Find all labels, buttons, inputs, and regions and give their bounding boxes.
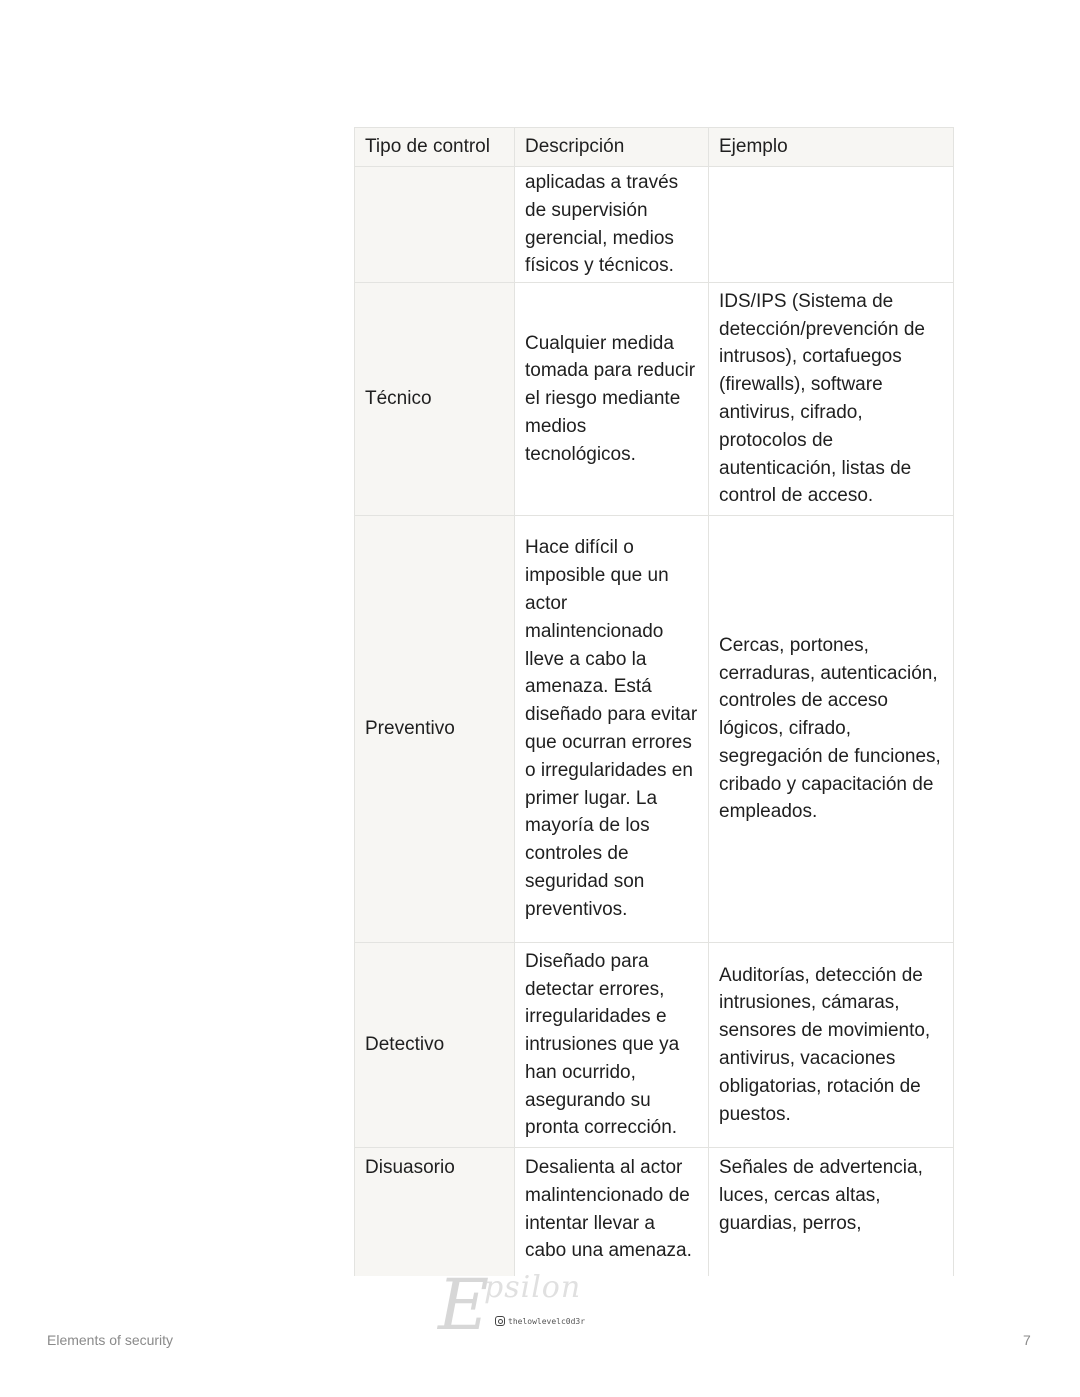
instagram-icon — [495, 1316, 505, 1326]
handle-text: thelowlevelc0d3r — [508, 1316, 586, 1326]
description-cell: Diseñado para detectar errores, irregularidades e intrusiones que ya han ocurrido, asegurando su pronta corrección. — [515, 943, 709, 1148]
table-row — [355, 943, 954, 1148]
type-cell — [355, 167, 515, 283]
table-row — [355, 167, 954, 283]
example-cell — [709, 167, 954, 283]
page-number: 7 — [1023, 1332, 1031, 1348]
example-cell: IDS/IPS (Sistema de detección/prevención de intrusos), cortafuegos (firewalls), software antivirus, cifrado, protocolos de autenticación, listas de control de acceso. — [709, 283, 954, 516]
table-row — [355, 1148, 954, 1277]
description-cell: Desalienta al actor malintencionado de intentar llevar a cabo una amenaza. — [515, 1148, 709, 1277]
example-cell: Cercas, portones, cerraduras, autenticación, controles de acceso lógicos, cifrado, segregación de funciones, cribado y capacitación de empleados. — [709, 516, 954, 943]
header-example: Ejemplo — [709, 128, 954, 167]
watermark-letter: E — [438, 1264, 490, 1346]
header-type: Tipo de control — [355, 128, 515, 167]
description-cell: Hace difícil o imposible que un actor malintencionado lleve a cabo la amenaza. Está diseñado para evitar que ocurran errores o irregularidades en primer lugar. La mayoría de los controles de seguridad son preventivos. — [515, 516, 709, 943]
table-header-row — [355, 128, 954, 167]
watermark-handle — [495, 1316, 585, 1326]
epsilon-watermark — [438, 1264, 598, 1346]
table-row — [355, 283, 954, 516]
header-description: Descripción — [515, 128, 709, 167]
type-cell: Disuasorio — [355, 1148, 515, 1277]
type-cell: Técnico — [355, 283, 515, 516]
example-cell: Auditorías, detección de intrusiones, cámaras, sensores de movimiento, antivirus, vacaciones obligatorias, rotación de puestos. — [709, 943, 954, 1148]
example-cell: Señales de advertencia, luces, cercas altas, guardias, perros, — [709, 1148, 954, 1277]
security-controls-table — [354, 127, 954, 1276]
description-cell: aplicadas a través de supervisión gerencial, medios físicos y técnicos. — [515, 167, 709, 283]
footer-title: Elements of security — [47, 1332, 174, 1348]
watermark-word: psilon — [484, 1270, 582, 1305]
type-cell: Detectivo — [355, 943, 515, 1148]
description-cell: Cualquier medida tomada para reducir el riesgo mediante medios tecnológicos. — [515, 283, 709, 516]
table-row — [355, 516, 954, 943]
type-cell: Preventivo — [355, 516, 515, 943]
